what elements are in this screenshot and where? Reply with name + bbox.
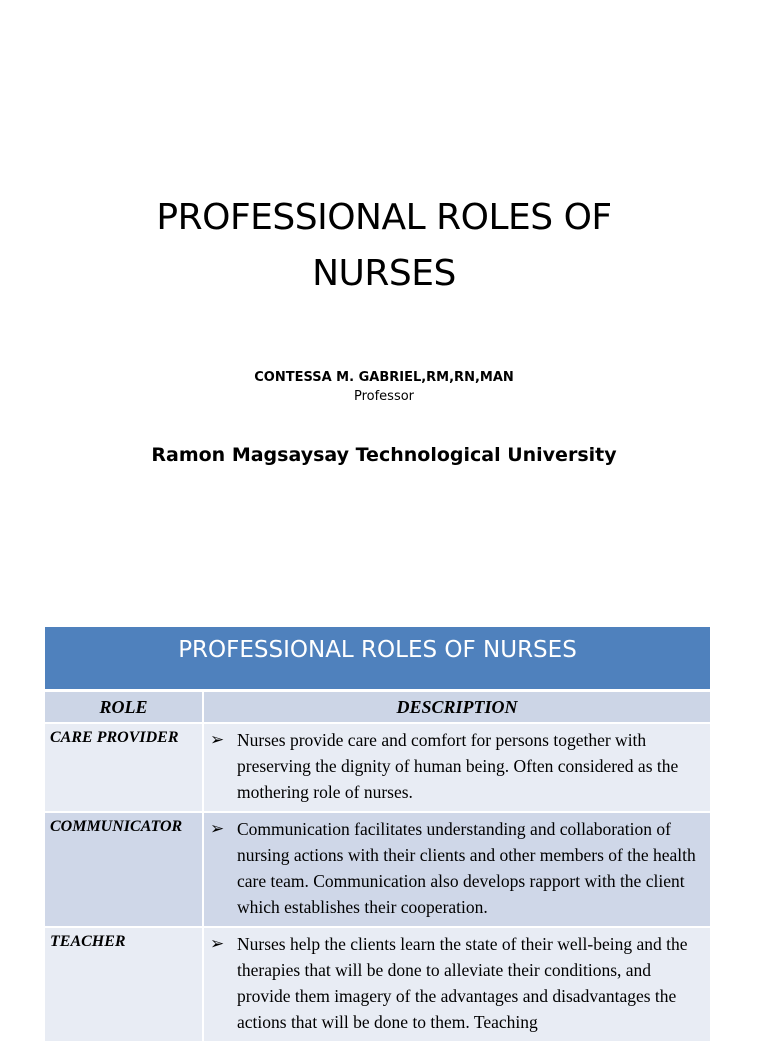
slide-title-line-1: PROFESSIONAL ROLES OF [156, 197, 612, 238]
table-header-row [45, 692, 710, 723]
roles-table [45, 692, 710, 1041]
arrowhead-bullet-icon: ➢ [210, 819, 225, 839]
arrowhead-bullet-icon: ➢ [210, 730, 225, 750]
slide-title-line-2: NURSES [312, 253, 456, 294]
role-cell: TEACHER [45, 927, 203, 1041]
slide-title [0, 190, 768, 302]
description-cell [203, 723, 710, 812]
table-row [45, 812, 710, 927]
role-cell: CARE PROVIDER [45, 723, 203, 812]
table-row [45, 723, 710, 812]
description-text: Nurses help the clients learn the state of their well-being and the therapies that will be done to alleviate their conditions, and provide them imagery of the advantages and disadvantages the actions that will be done to them. Teaching [237, 934, 688, 1032]
author-name: CONTESSA M. GABRIEL,RM,RN,MAN [254, 370, 514, 385]
table-banner-title: PROFESSIONAL ROLES OF NURSES [45, 627, 710, 689]
university-name: Ramon Magsaysay Technological University [151, 444, 617, 466]
description-text: Communication facilitates understanding and collaboration of nursing actions with their clients and other members of the health care team. Communication also develops rapport with the client which establishes their cooperation. [237, 819, 696, 917]
arrowhead-bullet-icon: ➢ [210, 934, 225, 954]
column-header-role: ROLE [45, 692, 203, 723]
column-header-description: DESCRIPTION [203, 692, 710, 723]
role-cell: COMMUNICATOR [45, 812, 203, 927]
author-role: Professor [353, 389, 415, 404]
description-cell [203, 812, 710, 927]
description-text: Nurses provide care and comfort for persons together with preserving the dignity of human being. Often considered as the mothering role of nurses. [237, 730, 679, 802]
